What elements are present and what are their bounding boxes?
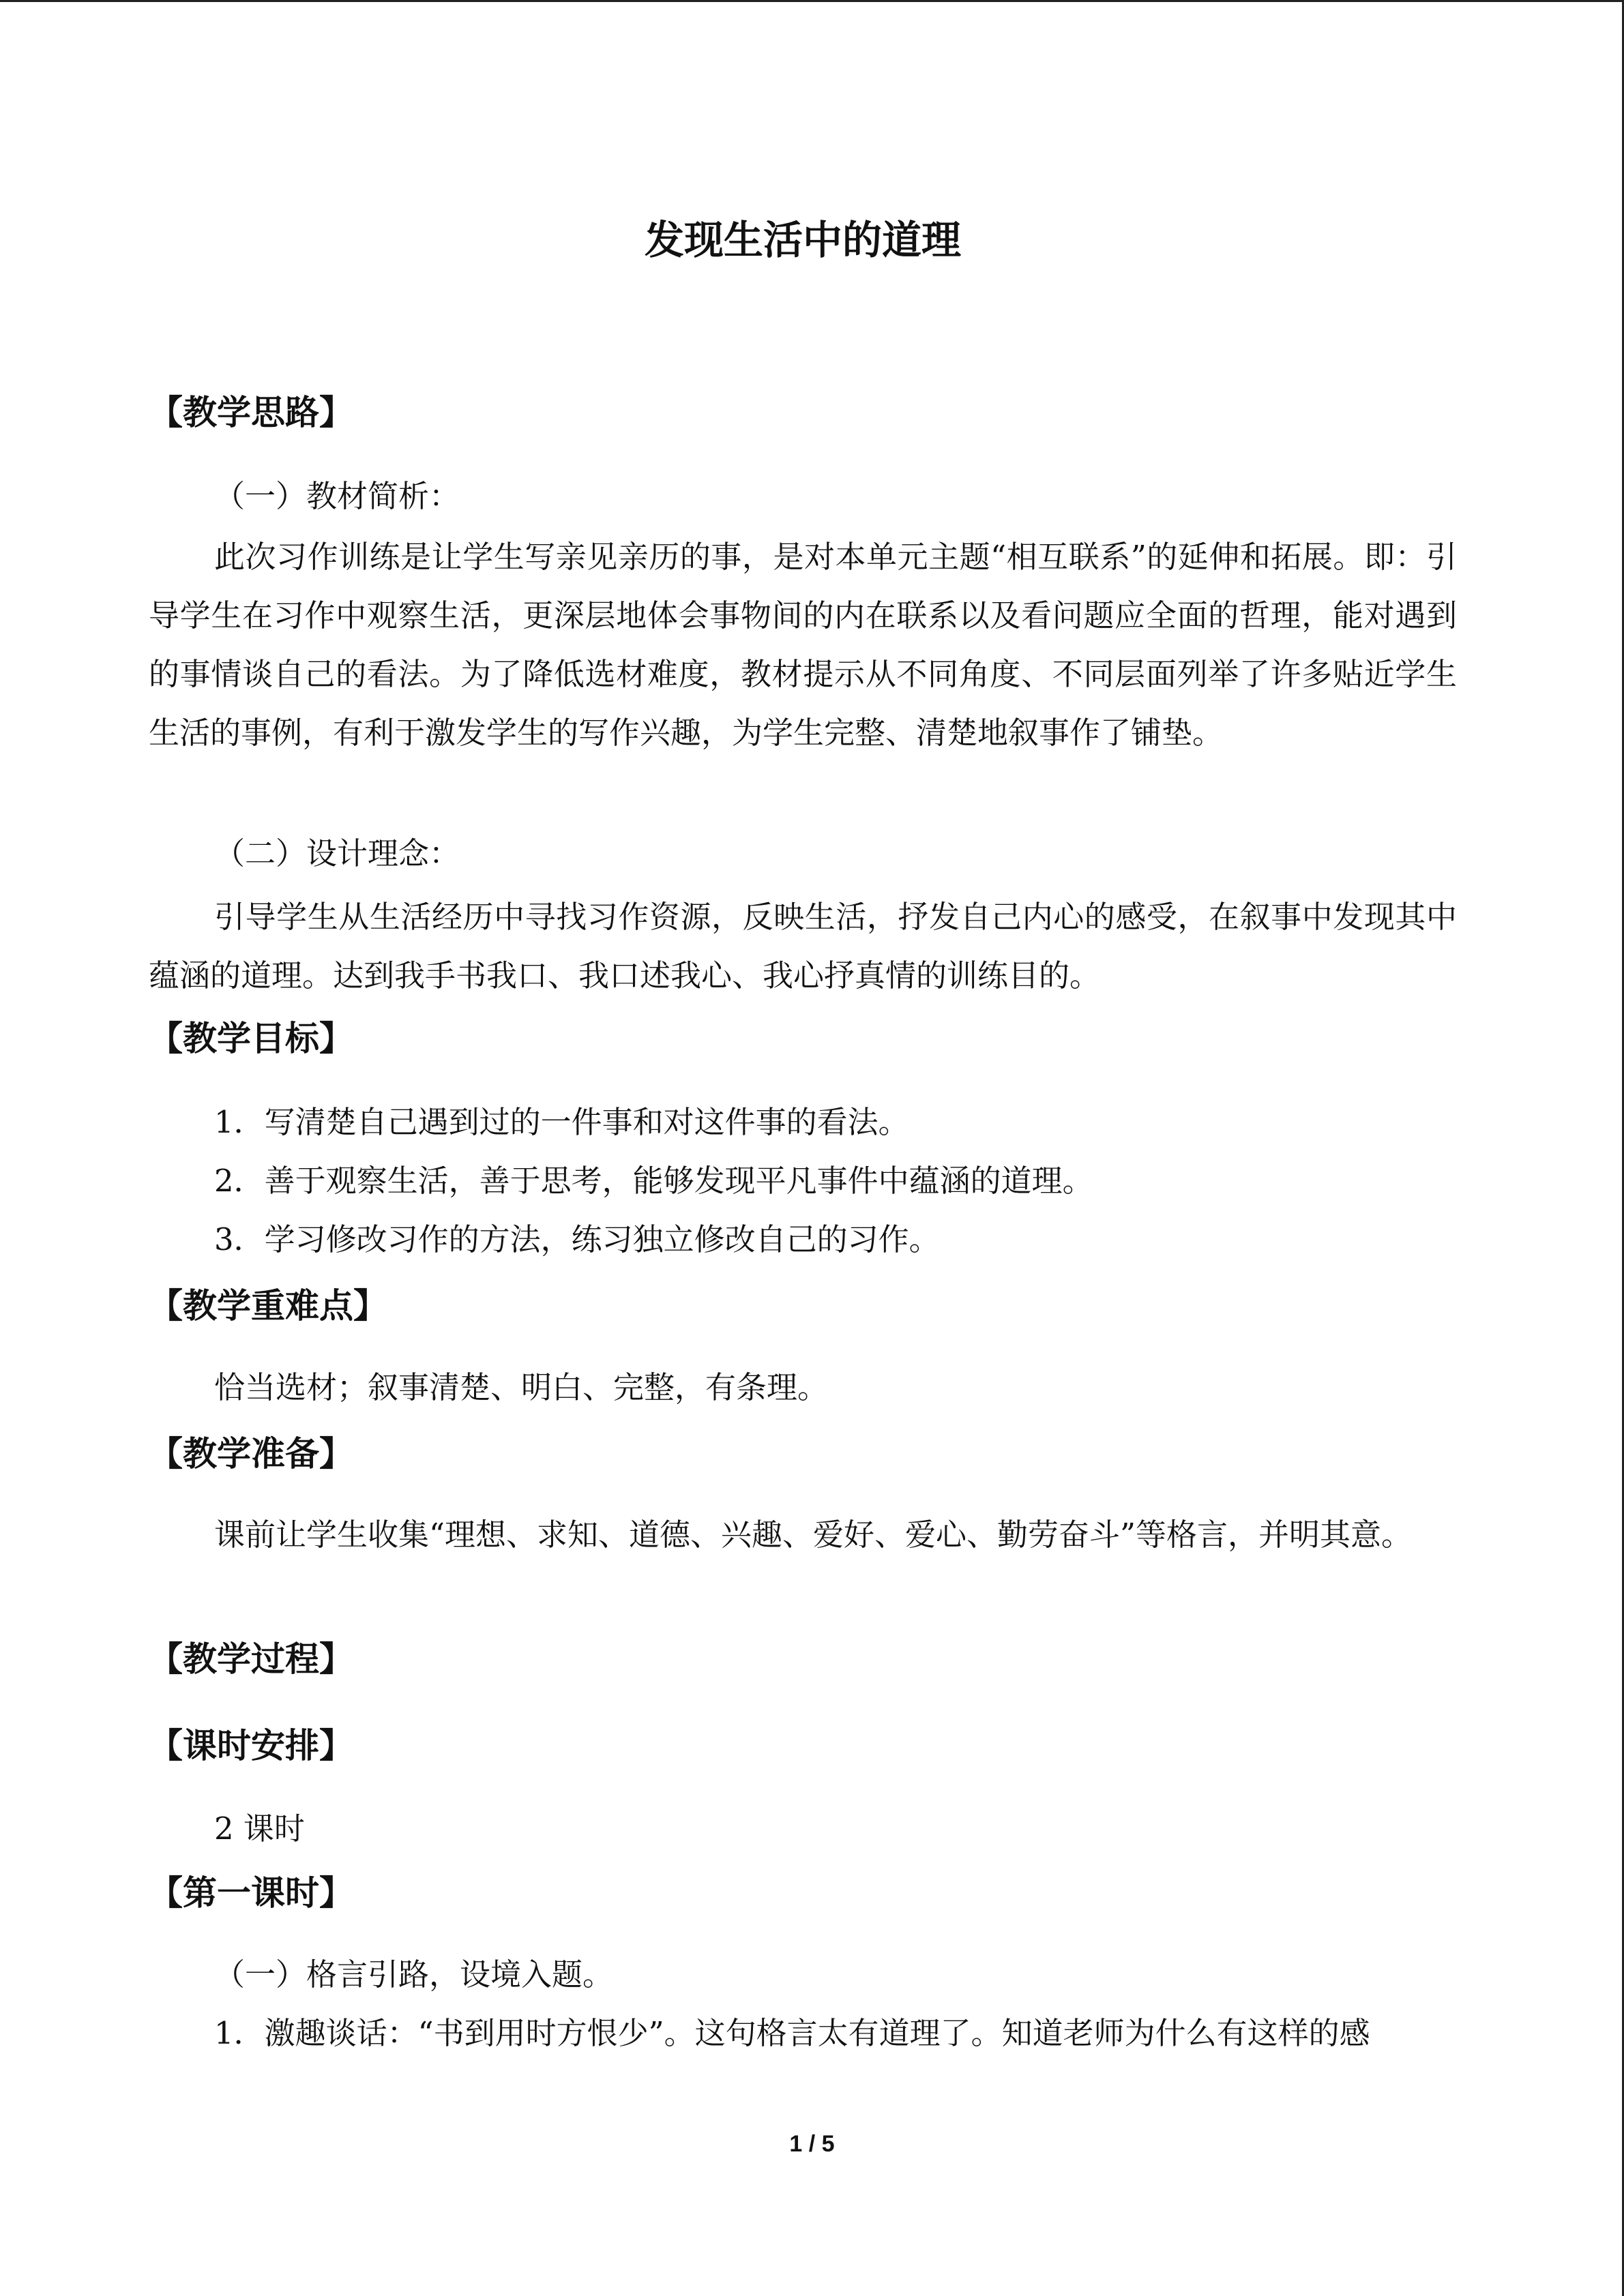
heading-process: 【教学过程】	[149, 1639, 353, 1679]
paragraph-material-analysis: 此次习作训练是让学生写亲见亲历的事，是对本单元主题“相互联系”的延伸和拓展。即：引导学生在习作中观察生活，更深层地体会事物间的内在联系以及看问题应全面的哲理，能对遇到的事情谈自己的看法。为了降低选材难度，教材提示从不同角度、不同层面列举了许多贴近学生生活的事例，有利于激发学生的写作兴趣，为学生完整、清楚地叙事作了铺垫。	[149, 539, 1457, 751]
goal-item: 2．善于观察生活，善于思考，能够发现平凡事件中蕴涵的道理。	[214, 1163, 1093, 1199]
subheading-first-lesson-step: （一）格言引路，设境入题。	[214, 1956, 614, 1993]
heading-schedule: 【课时安排】	[149, 1725, 353, 1765]
text-key-difficulties: 恰当选材；叙事清楚、明白、完整，有条理。	[214, 1369, 829, 1405]
page-number: 1 / 5	[789, 2131, 835, 2157]
text-schedule: 2 课时	[214, 1810, 305, 1847]
heading-key-difficulties: 【教学重难点】	[149, 1285, 387, 1326]
goal-item: 1．写清楚自己遇到过的一件事和对这件事的看法。	[214, 1104, 909, 1140]
subheading-design-concept: （二）设计理念：	[214, 835, 460, 871]
heading-first-lesson: 【第一课时】	[149, 1873, 353, 1913]
subheading-material-analysis: （一）教材简析：	[214, 478, 460, 514]
text-first-lesson-item: 1．激趣谈话：“书到用时方恨少”。这句格言太有道理了。知道老师为什么有这样的感	[214, 2015, 1370, 2051]
heading-teaching-approach: 【教学思路】	[149, 392, 353, 432]
goal-item: 3．学习修改习作的方法，练习独立修改自己的习作。	[214, 1221, 940, 1257]
paragraph-preparation: 课前让学生收集“理想、求知、道德、兴趣、爱好、爱心、勤劳奋斗”等格言，并明其意。	[214, 1517, 1413, 1553]
heading-teaching-goals: 【教学目标】	[149, 1018, 353, 1058]
heading-preparation: 【教学准备】	[149, 1433, 353, 1474]
paragraph-design-concept: 引导学生从生活经历中寻找习作资源，反映生活，抒发自己内心的感受，在叙事中发现其中蕴涵的道理。达到我手书我口、我口述我心、我心抒真情的训练目的。	[149, 899, 1457, 994]
document-title: 发现生活中的道理	[644, 217, 961, 263]
